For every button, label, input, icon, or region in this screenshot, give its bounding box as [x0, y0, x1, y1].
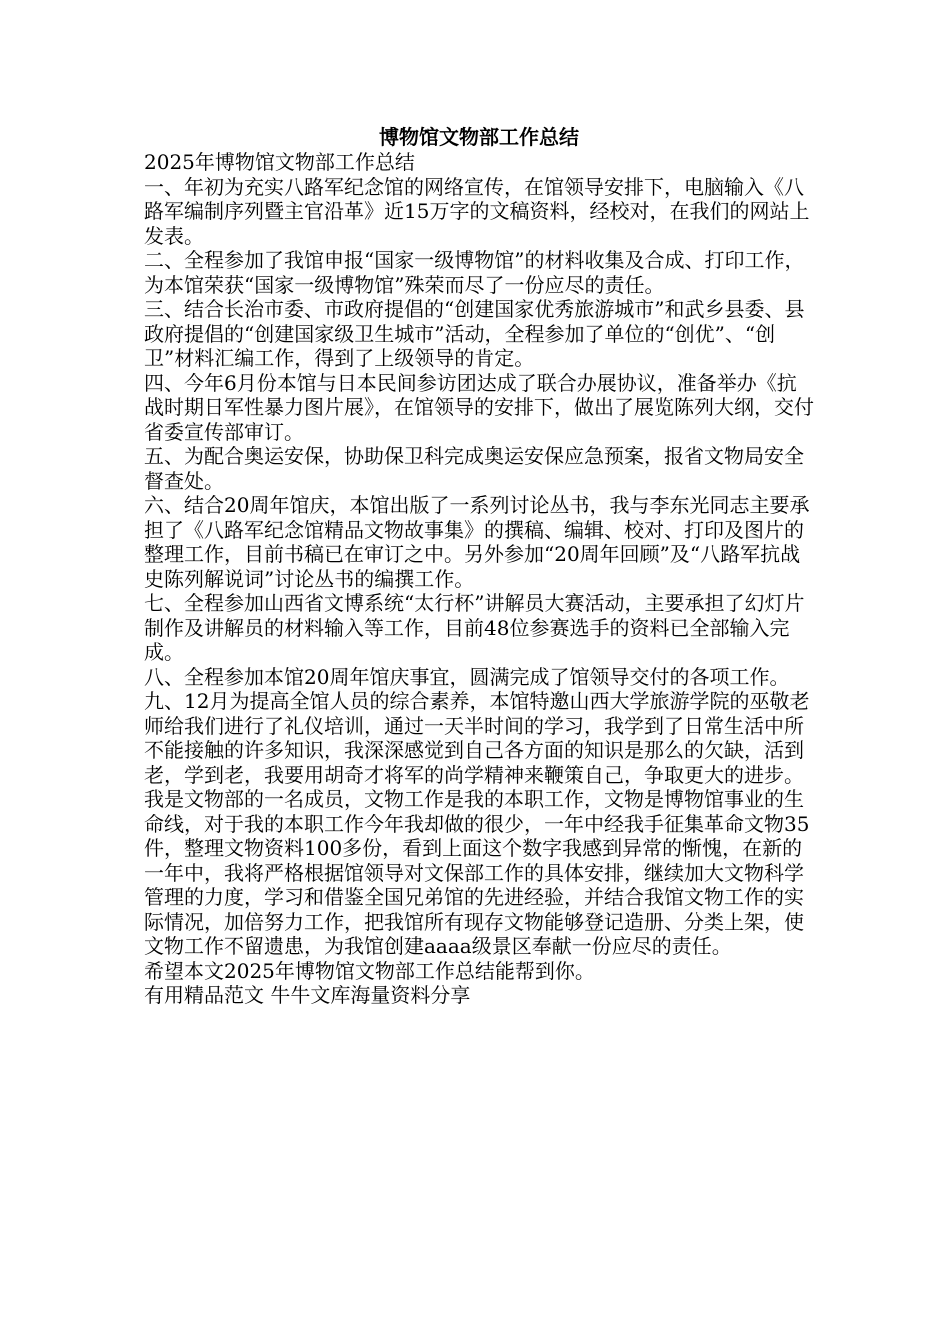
footer-line: 有用精品范文 牛牛文库海量资料分享 [144, 983, 471, 1007]
paragraph-item-6: 六、结合20周年馆庆，本馆出版了一系列讨论丛书，我与李东光同志主要承担了《八路军纪念馆精品文物故事集》的撰稿、编辑、校对、打印及图片的整理工作，目前书稿已在审订之中。另外参加“20周年回顾”及“八路军抗战史陈列解说词”讨论丛书的编撰工作。 [144, 493, 810, 591]
paragraph-item-1: 一、年初为充实八路军纪念馆的网络宣传，在馆领导安排下，电脑输入《八路军编制序列暨主官沿革》近15万字的文稿资料，经校对，在我们的网站上发表。 [144, 174, 810, 248]
paragraph-item-5: 五、为配合奥运安保，协助保卫科完成奥运安保应急预案，报省文物局安全督查处。 [144, 444, 804, 493]
subtitle-line: 2025年博物馆文物部工作总结 [144, 150, 415, 174]
paragraph-item-4: 四、今年6月份本馆与日本民间参访团达成了联合办展协议，准备举办《抗战时期日军性暴力图片展》，在馆领导的安排下，做出了展览陈列大纲，交付省委宣传部审订。 [144, 370, 814, 444]
document-body [144, 124, 814, 1008]
closing-line: 希望本文2025年博物馆文物部工作总结能帮到你。 [144, 958, 595, 983]
paragraph-item-8: 八、全程参加本馆20周年馆庆事宜，圆满完成了馆领导交付的各项工作。 [144, 664, 790, 689]
summary-paragraph: 我是文物部的一名成员，文物工作是我的本职工作，文物是博物馆事业的生命线，对于我的本职工作今年我却做的很少，一年中经我手征集革命文物35件，整理文物资料100多份，看到上面这个数字我感到异常的惭愧，在新的一年中，我将严格根据馆领导对文保部工作的具体安排，继续加大文物科学管理的力度，学习和借鉴全国兄弟馆的先进经验，并结合我馆文物工作的实际情况，加倍努力工作，把我馆所有现存文物能够登记造册、分类上架，使文物工作不留遗患，为我馆创建aaaa级景区奉献一份应尽的责任。 [144, 787, 810, 958]
paragraph-item-9: 九、12月为提高全馆人员的综合素养，本馆特邀山西大学旅游学院的巫敬老师给我们进行了礼仪培训，通过一天半时间的学习，我学到了日常生活中所不能接触的许多知识，我深深感觉到自己各方面的知识是那么的欠缺，活到老，学到老，我要用胡奇才将军的尚学精神来鞭策自己，争取更大的进步。 [144, 689, 810, 787]
paragraph-item-2: 二、全程参加了我馆申报“国家一级博物馆”的材料收集及合成、打印工作，为本馆荣获“国家一级博物馆”殊荣而尽了一份应尽的责任。 [144, 248, 805, 297]
paragraph-item-3: 三、结合长治市委、市政府提倡的“创建国家优秀旅游城市”和武乡县委、县政府提倡的“创建国家级卫生城市”活动，全程参加了单位的“创优”、“创卫”材料汇编工作，得到了上级领导的肯定。 [144, 297, 805, 370]
document-title: 博物馆文物部工作总结 [379, 125, 579, 149]
paragraph-item-7: 七、全程参加山西省文博系统“太行杯”讲解员大赛活动，主要承担了幻灯片制作及讲解员的材料输入等工作，目前48位参赛选手的资料已全部输入完成。 [144, 591, 805, 664]
